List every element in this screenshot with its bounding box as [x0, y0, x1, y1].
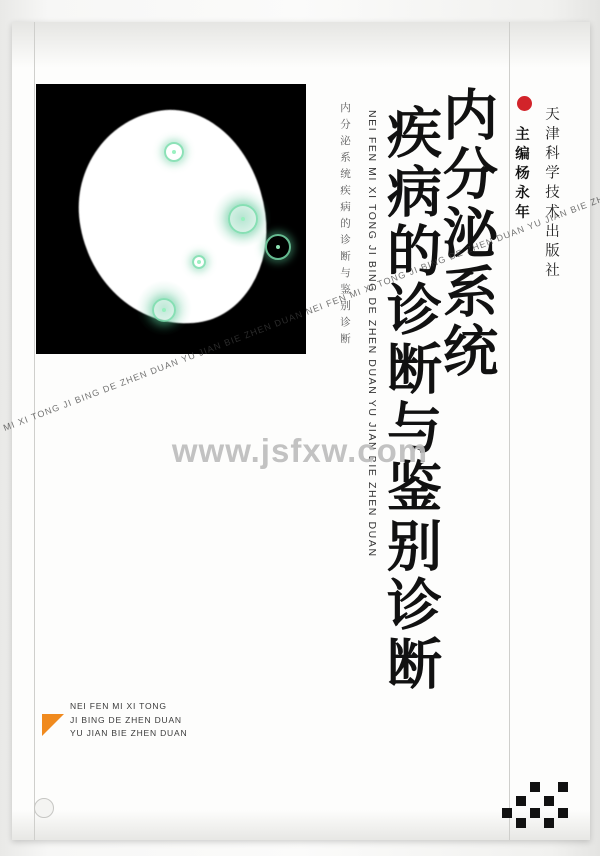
- bottom-pinyin-line: YU JIAN BIE ZHEN DUAN: [70, 727, 188, 738]
- artwork-ring-icon: [265, 234, 291, 260]
- title-pinyin: NEI FEN MI XI TONG JI BING DE ZHEN DUAN YU JIAN BIE ZHEN DUAN: [366, 110, 378, 558]
- book-cover: [12, 22, 590, 840]
- editor-name: 杨永年: [513, 165, 529, 224]
- editor-credit: [511, 126, 532, 224]
- bottom-pinyin-line: NEI FEN MI XI TONG: [70, 701, 167, 712]
- cover-divider-right: [509, 22, 510, 840]
- book-title-line1: 内分泌系统: [434, 86, 498, 381]
- plastic-wrap-sheen-top: [12, 22, 590, 68]
- diagonal-watermark: FEN MI XI TONG JI BING DE ZHEN DUAN YU JIAN BIE ZHEN DUAN NEI FEN MI XI TONG JI BING DE ZHEN DUAN YU JIAN BIE ZHEN: [0, 187, 600, 442]
- artwork-ring-icon: [152, 298, 176, 322]
- orange-triangle-icon: [42, 714, 64, 736]
- red-dot-icon: [517, 96, 532, 111]
- pixel-square-mark: [502, 782, 572, 828]
- cover-divider-left: [34, 22, 35, 840]
- book-title-line2: 疾病的诊断与鉴别诊断: [378, 104, 442, 694]
- artwork-ring-icon: [192, 255, 206, 269]
- bottom-pinyin-block: [70, 700, 187, 740]
- center-watermark: www.jsfxw.com: [171, 432, 429, 469]
- round-sticker: [34, 798, 54, 818]
- publisher-name: 天津科学技术出版社: [543, 106, 559, 282]
- bottom-pinyin-line: JI BING DE ZHEN DUAN: [70, 714, 182, 725]
- cover-subtitle-vertical: 内分泌系统疾病的诊断与鉴别诊断: [339, 102, 351, 350]
- editor-label: 主编: [513, 126, 529, 165]
- cover-artwork-panel: [36, 84, 306, 354]
- artwork-ring-icon: [164, 142, 184, 162]
- artwork-ring-icon: [228, 204, 258, 234]
